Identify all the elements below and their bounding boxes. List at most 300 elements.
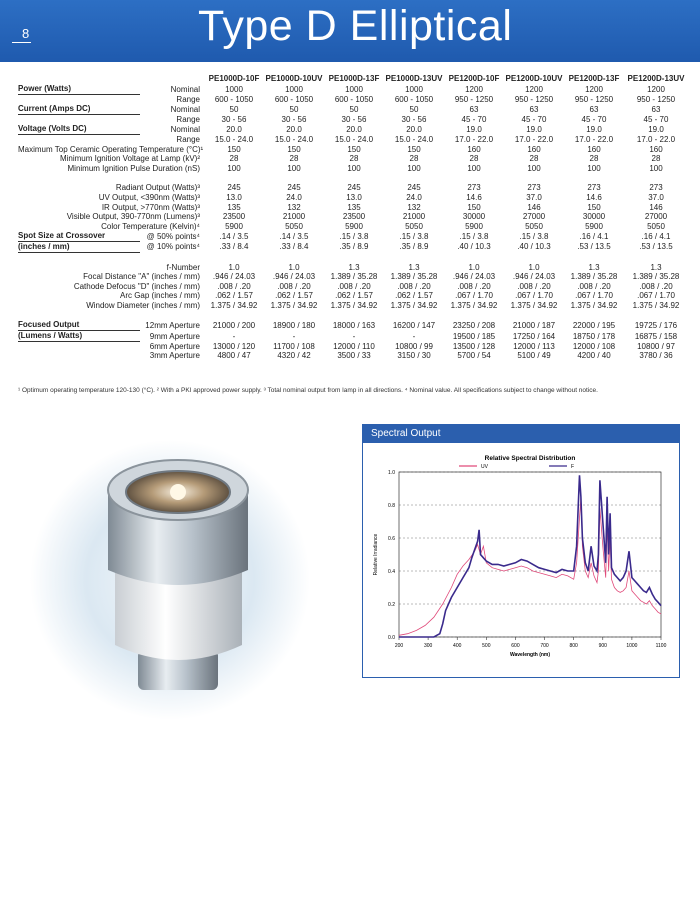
y-tick-label: 1.0 — [388, 470, 395, 476]
parameter-label — [18, 331, 140, 342]
table-cell: 1.375 / 34.92 — [270, 300, 318, 310]
table-cell: 100 — [587, 163, 601, 173]
table-row — [18, 145, 688, 155]
table-cell: 600 - 1050 — [334, 94, 374, 104]
table-cell: 63 — [469, 104, 479, 114]
table-row — [18, 203, 688, 213]
table-cell: 245 — [347, 183, 361, 193]
table-cell: 12000 / 113 — [513, 341, 555, 351]
table-cell: 1.375 / 34.92 — [330, 300, 378, 310]
table-cell: 18900 / 180 — [272, 320, 316, 330]
table-header-row — [18, 73, 688, 84]
column-header: PE1200D-10F — [448, 73, 500, 83]
table-cell: 20.0 — [226, 124, 242, 134]
table-cell: 13000 / 120 — [212, 341, 256, 351]
table-row — [18, 291, 688, 301]
table-cell: .15 / 3.8 — [399, 231, 429, 241]
table-cell: 1.375 / 34.92 — [450, 300, 498, 310]
row-label: Minimum Ignition Voltage at Lamp (kV)² — [59, 154, 200, 164]
table-cell: 28 — [349, 154, 359, 164]
table-cell: 150 — [407, 144, 421, 154]
table-cell: .067 / 1.70 — [455, 291, 493, 301]
column-header: PE1000D-13F — [328, 73, 380, 83]
table-cell: 150 — [587, 202, 601, 212]
series-line-uv — [399, 497, 661, 636]
table-cell: 160 — [527, 144, 541, 154]
table-row — [18, 222, 688, 232]
table-cell: 1000 — [225, 84, 243, 94]
table-cell: 20.0 — [346, 124, 362, 134]
row-label: UV Output, <390nm (Watts)³ — [98, 192, 200, 202]
spectral-output-panel — [362, 424, 680, 678]
table-cell: 146 — [649, 202, 663, 212]
chart-title: Relative Spectral Distribution — [484, 455, 576, 462]
table-cell: 1.389 / 35.28 — [632, 272, 680, 282]
table-cell: 27000 — [644, 212, 668, 222]
table-cell: .008 / .20 — [277, 281, 311, 291]
table-cell: 28 — [229, 154, 239, 164]
row-label: Range — [176, 94, 200, 104]
table-cell: - — [232, 331, 236, 341]
table-cell: 15.0 - 24.0 — [214, 134, 254, 144]
parameter-label — [18, 84, 140, 95]
y-tick-label: 0.0 — [388, 635, 395, 641]
table-cell: 950 - 1250 — [574, 94, 614, 104]
table-row — [18, 115, 688, 125]
column-header: PE1200D-13F — [568, 73, 620, 83]
table-cell: 245 — [407, 183, 421, 193]
table-cell: 20.0 — [286, 124, 302, 134]
table-cell: 20.0 — [406, 124, 422, 134]
table-cell: .16 / 4.1 — [579, 231, 609, 241]
table-cell: 5050 — [647, 221, 665, 231]
plot-frame — [399, 472, 661, 637]
table-cell: 21000 — [282, 212, 306, 222]
table-cell: 37.0 — [648, 192, 664, 202]
table-cell: 12000 / 110 — [333, 341, 375, 351]
table-row — [18, 351, 688, 361]
table-cell: .15 / 3.8 — [519, 231, 549, 241]
page-header — [0, 0, 700, 62]
table-cell: 21000 / 187 — [512, 320, 556, 330]
row-label: Range — [176, 114, 200, 124]
column-header: PE1000D-10F — [208, 73, 260, 83]
parameter-label — [18, 342, 140, 352]
table-cell: 23500 — [222, 212, 246, 222]
table-cell: 5900 — [225, 221, 243, 231]
table-cell: .14 / 3.5 — [219, 231, 249, 241]
table-cell: 132 — [407, 202, 421, 212]
table-cell: 160 — [649, 144, 663, 154]
row-label: Focal Distance "A" (inches / mm) — [83, 272, 200, 282]
table-row — [18, 301, 688, 311]
x-tick-label: 900 — [598, 643, 607, 649]
table-cell: .008 / .20 — [217, 281, 251, 291]
row-label: IR Output, >770nm (Watts)³ — [101, 202, 200, 212]
table-cell: 273 — [467, 183, 481, 193]
table-cell: 1.3 — [348, 262, 360, 272]
table-row — [18, 342, 688, 352]
table-row — [18, 104, 688, 115]
table-cell: 19500 / 185 — [452, 331, 496, 341]
table-row — [18, 95, 688, 105]
table-cell: 600 - 1050 — [214, 94, 254, 104]
table-row — [18, 154, 688, 164]
table-cell: 1200 — [525, 84, 543, 94]
table-cell: 1000 — [285, 84, 303, 94]
table-row — [18, 212, 688, 222]
x-tick-label: 200 — [394, 643, 404, 649]
spectral-panel-title: Spectral Output — [363, 425, 679, 443]
y-tick-label: 0.2 — [388, 602, 395, 608]
table-cell: 17.0 - 22.0 — [574, 134, 614, 144]
table-cell: 1.3 — [408, 262, 420, 272]
row-label: f-Number — [166, 262, 200, 272]
table-cell: 600 - 1050 — [274, 94, 314, 104]
table-cell: 100 — [347, 163, 361, 173]
table-cell: 24.0 — [286, 192, 302, 202]
table-cell: 1.0 — [228, 262, 240, 272]
legend-label: UV — [481, 464, 488, 470]
table-cell: .53 / 13.5 — [577, 242, 611, 252]
row-label: @ 50% points⁴ — [146, 231, 200, 241]
lamp-photo — [20, 430, 350, 720]
table-cell: 1.389 / 35.28 — [330, 272, 378, 282]
table-cell: 100 — [467, 163, 481, 173]
x-axis-label: Wavelength (nm) — [509, 652, 551, 658]
y-axis-label: Relative Irradiance — [373, 533, 379, 576]
table-cell: .008 / .20 — [337, 281, 371, 291]
y-tick-label: 0.4 — [388, 569, 395, 575]
x-tick-label: 800 — [569, 643, 578, 649]
table-cell: .33 / 8.4 — [279, 242, 309, 252]
table-cell: 14.6 — [586, 192, 602, 202]
table-cell: 28 — [409, 154, 419, 164]
table-cell: 16200 / 147 — [392, 320, 436, 330]
parameter-label-text: Voltage (Volts DC) — [18, 124, 140, 135]
table-cell: 5050 — [285, 221, 303, 231]
x-tick-label: 600 — [511, 643, 520, 649]
column-header: PE1200D-13UV — [627, 73, 685, 83]
table-cell: 150 — [227, 144, 241, 154]
table-cell: .008 / .20 — [577, 281, 611, 291]
table-cell: 13.0 — [346, 192, 362, 202]
table-cell: .15 / 3.8 — [339, 231, 369, 241]
table-cell: 135 — [227, 202, 241, 212]
table-cell: 1.3 — [650, 262, 662, 272]
header-blank — [140, 73, 204, 84]
legend-label: F — [571, 464, 575, 470]
x-tick-label: 300 — [423, 643, 433, 649]
row-label: Maximum Top Ceramic Operating Temperature (°C)¹ — [18, 144, 204, 154]
x-tick-label: 500 — [482, 643, 491, 649]
table-row — [18, 320, 688, 331]
table-cell: 1000 — [345, 84, 363, 94]
row-label: Nominal — [170, 104, 200, 114]
table-cell: 1200 — [585, 84, 603, 94]
table-cell: 273 — [587, 183, 601, 193]
page-number: 8 — [12, 26, 31, 43]
table-cell: .067 / 1.70 — [575, 291, 613, 301]
table-cell: 1.375 / 34.92 — [390, 300, 438, 310]
table-cell: 63 — [651, 104, 661, 114]
parameter-label — [18, 351, 140, 361]
table-cell: .062 / 1.57 — [395, 291, 433, 301]
parameter-label-text: Spot Size at Crossover — [18, 231, 140, 242]
table-cell: 160 — [587, 144, 601, 154]
table-cell: 1.0 — [468, 262, 480, 272]
table-cell: 28 — [651, 154, 661, 164]
table-cell: 28 — [589, 154, 599, 164]
table-row — [18, 124, 688, 135]
x-tick-label: 400 — [453, 643, 462, 649]
table-cell: 150 — [287, 144, 301, 154]
table-cell: .40 / 10.3 — [517, 242, 551, 252]
table-cell: 5900 — [585, 221, 603, 231]
column-header: PE1200D-10UV — [505, 73, 563, 83]
row-label: Cathode Defocus "D" (inches / mm) — [73, 281, 200, 291]
table-cell: 18750 / 178 — [572, 331, 616, 341]
table-cell: 30000 — [462, 212, 486, 222]
table-cell: 1.0 — [288, 262, 300, 272]
table-cell: 950 - 1250 — [636, 94, 676, 104]
table-row — [18, 263, 688, 273]
table-cell: 160 — [467, 144, 481, 154]
parameter-label — [18, 115, 140, 125]
column-header: PE1000D-13UV — [385, 73, 443, 83]
table-cell: 19725 / 176 — [634, 320, 678, 330]
table-cell: .008 / .20 — [639, 281, 673, 291]
table-cell: 5050 — [405, 221, 423, 231]
table-cell: 1200 — [465, 84, 483, 94]
table-cell: 17.0 - 22.0 — [514, 134, 554, 144]
table-cell: 1.375 / 34.92 — [510, 300, 558, 310]
x-tick-label: 1000 — [626, 643, 638, 649]
parameter-label — [18, 263, 140, 273]
table-cell: 1.389 / 35.28 — [390, 272, 438, 282]
parameter-label — [18, 320, 140, 331]
table-cell: .062 / 1.57 — [335, 291, 373, 301]
parameter-label-text: (Lumens / Watts) — [18, 331, 140, 342]
table-cell: 5100 / 49 — [517, 351, 551, 361]
table-row — [18, 242, 688, 253]
header-blank — [18, 73, 140, 84]
table-cell: .946 / 24.03 — [272, 272, 316, 282]
table-cell: 5900 — [345, 221, 363, 231]
table-cell: - — [412, 331, 416, 341]
table-cell: 100 — [227, 163, 241, 173]
table-cell: 30 - 56 — [341, 114, 367, 124]
table-cell: 21000 — [402, 212, 426, 222]
table-row — [18, 193, 688, 203]
table-cell: 19.0 — [648, 124, 664, 134]
parameter-label — [18, 231, 140, 242]
table-cell: 1.3 — [588, 262, 600, 272]
parameter-label-text: Current (Amps DC) — [18, 104, 140, 115]
parameter-label — [18, 95, 140, 105]
table-cell: 50 — [289, 104, 299, 114]
table-cell: 100 — [287, 163, 301, 173]
table-cell: 600 - 1050 — [394, 94, 434, 104]
table-cell: 50 — [349, 104, 359, 114]
table-cell: 273 — [527, 183, 541, 193]
table-cell: 30000 — [582, 212, 606, 222]
table-cell: 63 — [529, 104, 539, 114]
table-cell: .946 / 24.03 — [452, 272, 496, 282]
row-label: @ 10% points⁴ — [146, 242, 200, 252]
table-cell: 5900 — [465, 221, 483, 231]
table-cell: 100 — [527, 163, 541, 173]
table-cell: .062 / 1.57 — [215, 291, 253, 301]
row-label: 9mm Aperture — [149, 331, 200, 341]
table-cell: 17250 / 164 — [512, 331, 556, 341]
table-cell: 5050 — [525, 221, 543, 231]
table-cell: 13500 / 128 — [452, 341, 496, 351]
table-cell: 4800 / 47 — [217, 351, 251, 361]
table-spacer-row — [18, 253, 688, 263]
table-cell: 1000 — [405, 84, 423, 94]
parameter-label — [18, 135, 140, 145]
table-cell: .16 / 4.1 — [641, 231, 671, 241]
table-cell: 146 — [527, 202, 541, 212]
footnote: ¹ Optimum operating temperature 120-130 (°C). ² With a PKI approved power supply. ³ Total nominal output from lamp in all directions. ⁴ Nominal value. All specifications subject to change without notice. — [18, 387, 598, 394]
table-cell: .53 / 13.5 — [639, 242, 673, 252]
table-cell: 30 - 56 — [221, 114, 247, 124]
table-cell: 22000 / 195 — [572, 320, 616, 330]
table-cell: 100 — [407, 163, 421, 173]
row-label: Minimum Ignition Pulse Duration (nS) — [67, 163, 200, 173]
table-cell: 245 — [287, 183, 301, 193]
table-cell: 17.0 - 22.0 — [636, 134, 676, 144]
table-cell: .40 / 10.3 — [457, 242, 491, 252]
parameter-label — [18, 124, 140, 135]
table-cell: 45 - 70 — [461, 114, 487, 124]
table-cell: 45 - 70 — [643, 114, 669, 124]
table-cell: .15 / 3.8 — [459, 231, 489, 241]
table-cell: 1.375 / 34.92 — [210, 300, 258, 310]
table-cell: .067 / 1.70 — [515, 291, 553, 301]
parameter-label — [18, 104, 140, 115]
row-label: 12mm Aperture — [145, 320, 200, 330]
table-row — [18, 231, 688, 242]
table-cell: 4200 / 40 — [577, 351, 611, 361]
table-cell: 1.389 / 35.28 — [570, 272, 618, 282]
table-cell: 50 — [229, 104, 239, 114]
parameter-label-text: Focused Output — [18, 320, 140, 331]
table-cell: 1200 — [647, 84, 665, 94]
table-cell: 17.0 - 22.0 — [454, 134, 494, 144]
table-cell: 18000 / 163 — [332, 320, 376, 330]
specifications-table — [18, 73, 688, 361]
table-cell: 19.0 — [466, 124, 482, 134]
x-tick-label: 700 — [540, 643, 549, 649]
table-cell: 150 — [467, 202, 481, 212]
table-cell: .062 / 1.57 — [275, 291, 313, 301]
table-cell: 30 - 56 — [281, 114, 307, 124]
table-cell: .35 / 8.9 — [339, 242, 369, 252]
row-label: Nominal — [170, 124, 200, 134]
table-cell: 13.0 — [226, 192, 242, 202]
series-line-f — [399, 475, 661, 637]
table-row — [18, 331, 688, 342]
table-spacer-row — [18, 310, 688, 320]
row-label: Radiant Output (Watts)³ — [115, 183, 200, 193]
table-cell: 273 — [649, 183, 663, 193]
table-cell: 135 — [347, 202, 361, 212]
table-cell: 14.6 — [466, 192, 482, 202]
row-label: Range — [176, 134, 200, 144]
table-cell: - — [292, 331, 296, 341]
parameter-label — [18, 242, 140, 253]
table-cell: 3500 / 33 — [337, 351, 371, 361]
table-cell: 37.0 — [526, 192, 542, 202]
table-cell: 24.0 — [406, 192, 422, 202]
table-cell: .946 / 24.03 — [212, 272, 256, 282]
table-row — [18, 183, 688, 193]
table-cell: 45 - 70 — [581, 114, 607, 124]
table-cell: 150 — [347, 144, 361, 154]
row-label: Nominal — [170, 84, 200, 94]
table-cell: 1.0 — [528, 262, 540, 272]
table-cell: 3780 / 36 — [639, 351, 673, 361]
table-cell: 28 — [289, 154, 299, 164]
table-cell: 10800 / 97 — [637, 341, 675, 351]
table-cell: 132 — [287, 202, 301, 212]
parameter-label-text: Power (Watts) — [18, 84, 140, 95]
x-tick-label: 1100 — [655, 643, 667, 649]
row-label: Visible Output, 390-770nm (Lumens)³ — [66, 212, 200, 222]
table-row — [18, 164, 688, 174]
table-cell: 12000 / 108 — [572, 341, 616, 351]
table-cell: 23250 / 208 — [452, 320, 496, 330]
table-cell: 10800 / 99 — [395, 341, 433, 351]
table-cell: 1.375 / 34.92 — [632, 300, 680, 310]
parameter-label-text: (inches / mm) — [18, 242, 140, 253]
table-spacer-row — [18, 173, 688, 183]
y-tick-label: 0.6 — [388, 536, 395, 542]
row-label: Arc Gap (inches / mm) — [119, 291, 200, 301]
table-cell: 15.0 - 24.0 — [274, 134, 314, 144]
spectral-chart — [363, 444, 679, 676]
table-cell: 21000 / 200 — [212, 320, 256, 330]
table-cell: .008 / .20 — [457, 281, 491, 291]
table-cell: 45 - 70 — [521, 114, 547, 124]
row-label: Window Diameter (inches / mm) — [86, 300, 200, 310]
table-cell: 27000 — [522, 212, 546, 222]
table-cell: 15.0 - 24.0 — [394, 134, 434, 144]
table-cell: 15.0 - 24.0 — [334, 134, 374, 144]
row-label: 6mm Aperture — [149, 341, 200, 351]
table-row — [18, 272, 688, 282]
table-cell: 1.375 / 34.92 — [570, 300, 618, 310]
table-cell: .14 / 3.5 — [279, 231, 309, 241]
table-row — [18, 84, 688, 95]
table-cell: 19.0 — [526, 124, 542, 134]
table-row — [18, 282, 688, 292]
table-cell: 23500 — [342, 212, 366, 222]
table-cell: 28 — [529, 154, 539, 164]
table-cell: .946 / 24.03 — [512, 272, 556, 282]
table-cell: 950 - 1250 — [454, 94, 494, 104]
page-title: Type D Elliptical — [198, 2, 513, 50]
table-cell: 950 - 1250 — [514, 94, 554, 104]
table-cell: 16875 / 158 — [634, 331, 678, 341]
table-cell: 19.0 — [586, 124, 602, 134]
table-cell: 5700 / 54 — [457, 351, 491, 361]
y-tick-label: 0.8 — [388, 503, 395, 509]
column-header: PE1000D-10UV — [265, 73, 323, 83]
table-row — [18, 135, 688, 145]
